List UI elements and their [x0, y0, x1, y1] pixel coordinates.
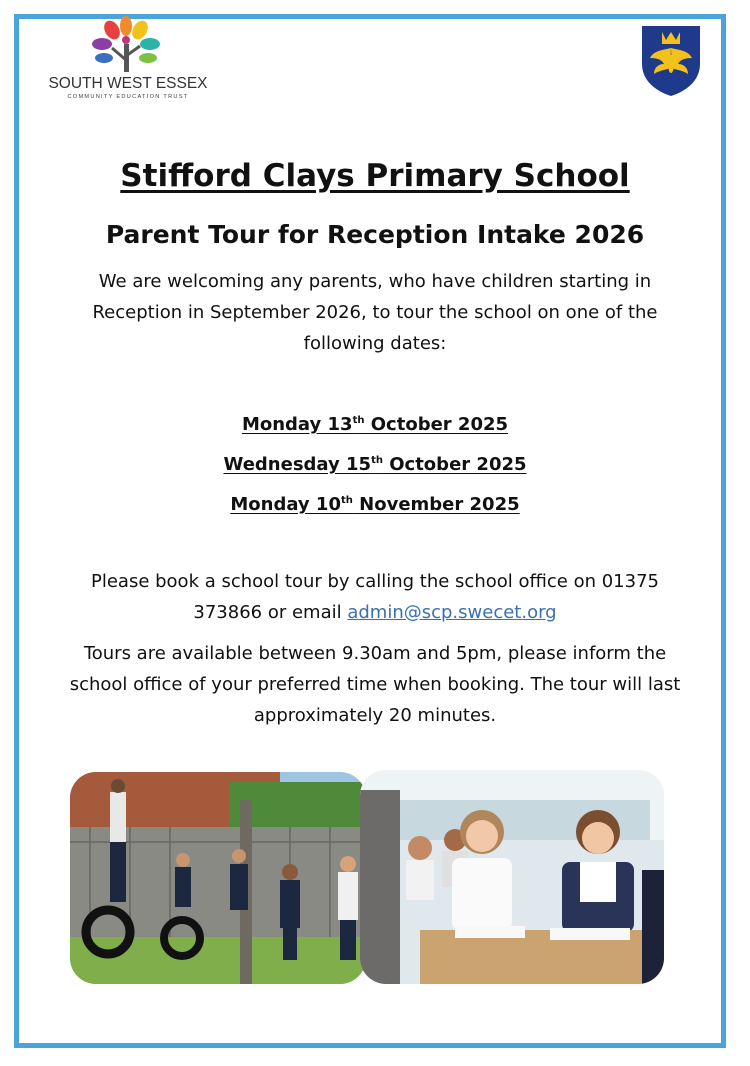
tour-dates-list [0, 406, 750, 526]
tour-date: Monday 13th October 2025 [241, 414, 509, 435]
booking-paragraph: Please book a school tour by calling the school office on 01375 373866 or email admin@scp.swecet.org [90, 571, 659, 623]
email-link[interactable]: admin@scp.swecet.org [347, 602, 557, 623]
playground-photo [70, 772, 366, 984]
classroom-photo [360, 770, 664, 984]
school-crest-icon [640, 24, 702, 98]
trust-logo [38, 16, 218, 102]
tour-date: Wednesday 15th October 2025 [223, 454, 527, 475]
tour-date: Monday 10th November 2025 [230, 494, 520, 515]
trust-tagline: COMMUNITY EDUCATION TRUST [67, 94, 189, 100]
page-subtitle: Parent Tour for Reception Intake 2026 [105, 220, 645, 249]
tours-info-paragraph: Tours are available between 9.30am and 5pm, please inform the school office of your preferred time when booking. The tour will last approximately 20 minutes. [69, 643, 681, 726]
page-title: Stifford Clays Primary School [120, 158, 630, 194]
trust-name: SOUTH WEST ESSEX [48, 75, 208, 92]
tree-icon [92, 16, 160, 72]
intro-paragraph: We are welcoming any parents, who have children starting in Reception in September 2026, to tour the school on one of the following dates: [92, 271, 658, 354]
